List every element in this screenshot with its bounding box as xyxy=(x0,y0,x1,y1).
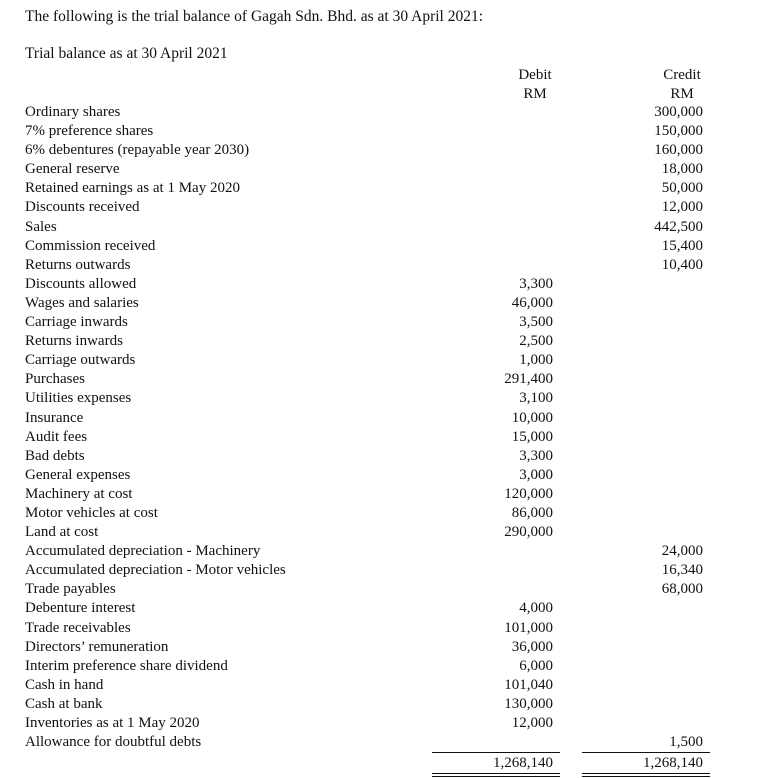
table-row xyxy=(0,676,759,695)
table-row xyxy=(0,294,759,313)
row-debit: 3,100 xyxy=(519,390,553,407)
row-credit: 12,000 xyxy=(661,199,703,216)
table-row xyxy=(0,542,759,561)
row-debit: 130,000 xyxy=(504,695,553,712)
row-debit: 291,400 xyxy=(504,371,553,388)
debit-title: Debit xyxy=(518,67,552,83)
row-debit: 3,300 xyxy=(519,275,553,292)
table-row xyxy=(0,504,759,523)
row-credit: 16,340 xyxy=(661,562,703,579)
row-label: Returns outwards xyxy=(25,256,131,273)
credit-unit: RM xyxy=(670,86,694,102)
table-row xyxy=(0,370,759,389)
table-row xyxy=(0,275,759,294)
row-debit: 46,000 xyxy=(511,294,553,311)
row-label: Returns inwards xyxy=(25,333,123,350)
row-label: Machinery at cost xyxy=(25,485,133,502)
intro-text: The following is the trial balance of Gagah Sdn. Bhd. as at 30 April 2021: xyxy=(25,8,484,25)
row-label: Carriage inwards xyxy=(25,314,128,331)
row-debit: 86,000 xyxy=(511,504,553,521)
row-label: Audit fees xyxy=(25,428,88,445)
table-row xyxy=(0,313,759,332)
debit-total-double-rule-top xyxy=(432,773,560,774)
row-label: Trade payables xyxy=(25,581,116,598)
row-debit: 101,000 xyxy=(504,619,553,636)
table-row xyxy=(0,580,759,599)
row-label: Land at cost xyxy=(25,524,99,541)
row-debit: 15,000 xyxy=(511,428,553,445)
row-credit: 1,500 xyxy=(669,734,703,751)
row-debit: 2,500 xyxy=(519,333,553,350)
table-row xyxy=(0,198,759,217)
table-row xyxy=(0,103,759,122)
row-credit: 18,000 xyxy=(661,161,703,178)
credit-column-header xyxy=(640,66,724,104)
table-row xyxy=(0,332,759,351)
row-label: Debenture interest xyxy=(25,600,136,617)
credit-title: Credit xyxy=(663,67,701,83)
row-label: Accumulated depreciation - Motor vehicles xyxy=(25,562,286,579)
table-row xyxy=(0,619,759,638)
row-credit: 150,000 xyxy=(654,123,703,140)
row-label: General expenses xyxy=(25,466,131,483)
row-debit: 10,000 xyxy=(511,409,553,426)
table-row xyxy=(0,523,759,542)
credit-subtotal-rule xyxy=(582,752,710,753)
table-row xyxy=(0,733,759,752)
row-credit: 24,000 xyxy=(661,543,703,560)
row-label: Discounts received xyxy=(25,199,140,216)
row-label: Utilities expenses xyxy=(25,390,132,407)
row-credit: 50,000 xyxy=(661,180,703,197)
table-heading: Trial balance as at 30 April 2021 xyxy=(25,45,228,62)
table-row xyxy=(0,657,759,676)
row-debit: 120,000 xyxy=(504,485,553,502)
row-label: 6% debentures (repayable year 2030) xyxy=(25,142,250,159)
row-credit: 15,400 xyxy=(661,237,703,254)
debit-unit: RM xyxy=(523,86,547,102)
row-label: 7% preference shares xyxy=(25,123,154,140)
table-row xyxy=(0,141,759,160)
row-label: Interim preference share dividend xyxy=(25,657,228,674)
table-row xyxy=(0,714,759,733)
row-label: Discounts allowed xyxy=(25,275,137,292)
row-label: Cash in hand xyxy=(25,676,104,693)
row-label: General reserve xyxy=(25,161,120,178)
table-row xyxy=(0,122,759,141)
row-debit: 290,000 xyxy=(504,524,553,541)
table-row xyxy=(0,218,759,237)
row-label: Wages and salaries xyxy=(25,294,139,311)
row-debit: 101,040 xyxy=(504,676,553,693)
row-label: Sales xyxy=(25,218,57,235)
row-debit: 3,500 xyxy=(519,314,553,331)
row-label: Motor vehicles at cost xyxy=(25,504,158,521)
table-row xyxy=(0,409,759,428)
row-label: Cash at bank xyxy=(25,695,103,712)
table-row xyxy=(0,389,759,408)
row-label: Carriage outwards xyxy=(25,352,136,369)
row-debit: 4,000 xyxy=(519,600,553,617)
table-row xyxy=(0,466,759,485)
row-label: Purchases xyxy=(25,371,85,388)
row-label: Directors’ remuneration xyxy=(25,638,169,655)
row-credit: 10,400 xyxy=(661,256,703,273)
row-credit: 160,000 xyxy=(654,142,703,159)
table-row xyxy=(0,256,759,275)
trial-balance-rows xyxy=(0,103,759,752)
debit-subtotal-rule xyxy=(432,752,560,753)
debit-total: 1,268,140 xyxy=(493,755,553,771)
row-label: Bad debts xyxy=(25,447,85,464)
table-row xyxy=(0,561,759,580)
row-debit: 36,000 xyxy=(511,638,553,655)
row-debit: 3,300 xyxy=(519,447,553,464)
table-row xyxy=(0,638,759,657)
table-row xyxy=(0,179,759,198)
table-row xyxy=(0,447,759,466)
table-row xyxy=(0,160,759,179)
row-label: Retained earnings as at 1 May 2020 xyxy=(25,180,240,197)
table-row xyxy=(0,599,759,618)
row-label: Insurance xyxy=(25,409,84,426)
table-row xyxy=(0,695,759,714)
credit-total-double-rule-top xyxy=(582,773,710,774)
table-row xyxy=(0,237,759,256)
row-label: Allowance for doubtful debts xyxy=(25,734,202,751)
row-credit: 442,500 xyxy=(654,218,703,235)
table-row xyxy=(0,428,759,447)
row-label: Commission received xyxy=(25,237,156,254)
row-label: Ordinary shares xyxy=(25,104,121,120)
row-debit: 12,000 xyxy=(511,715,553,731)
row-label: Accumulated depreciation - Machinery xyxy=(25,543,261,560)
credit-total: 1,268,140 xyxy=(643,755,703,771)
debit-column-header xyxy=(500,66,570,104)
row-debit: 1,000 xyxy=(519,352,553,369)
debit-total-double-rule-bottom xyxy=(432,776,560,777)
row-label: Inventories as at 1 May 2020 xyxy=(25,715,200,731)
row-credit: 300,000 xyxy=(654,104,703,120)
row-debit: 6,000 xyxy=(519,657,553,674)
table-row xyxy=(0,485,759,504)
row-debit: 3,000 xyxy=(519,466,553,483)
row-credit: 68,000 xyxy=(661,581,703,598)
row-label: Trade receivables xyxy=(25,619,131,636)
table-row xyxy=(0,351,759,370)
credit-total-double-rule-bottom xyxy=(582,776,710,777)
